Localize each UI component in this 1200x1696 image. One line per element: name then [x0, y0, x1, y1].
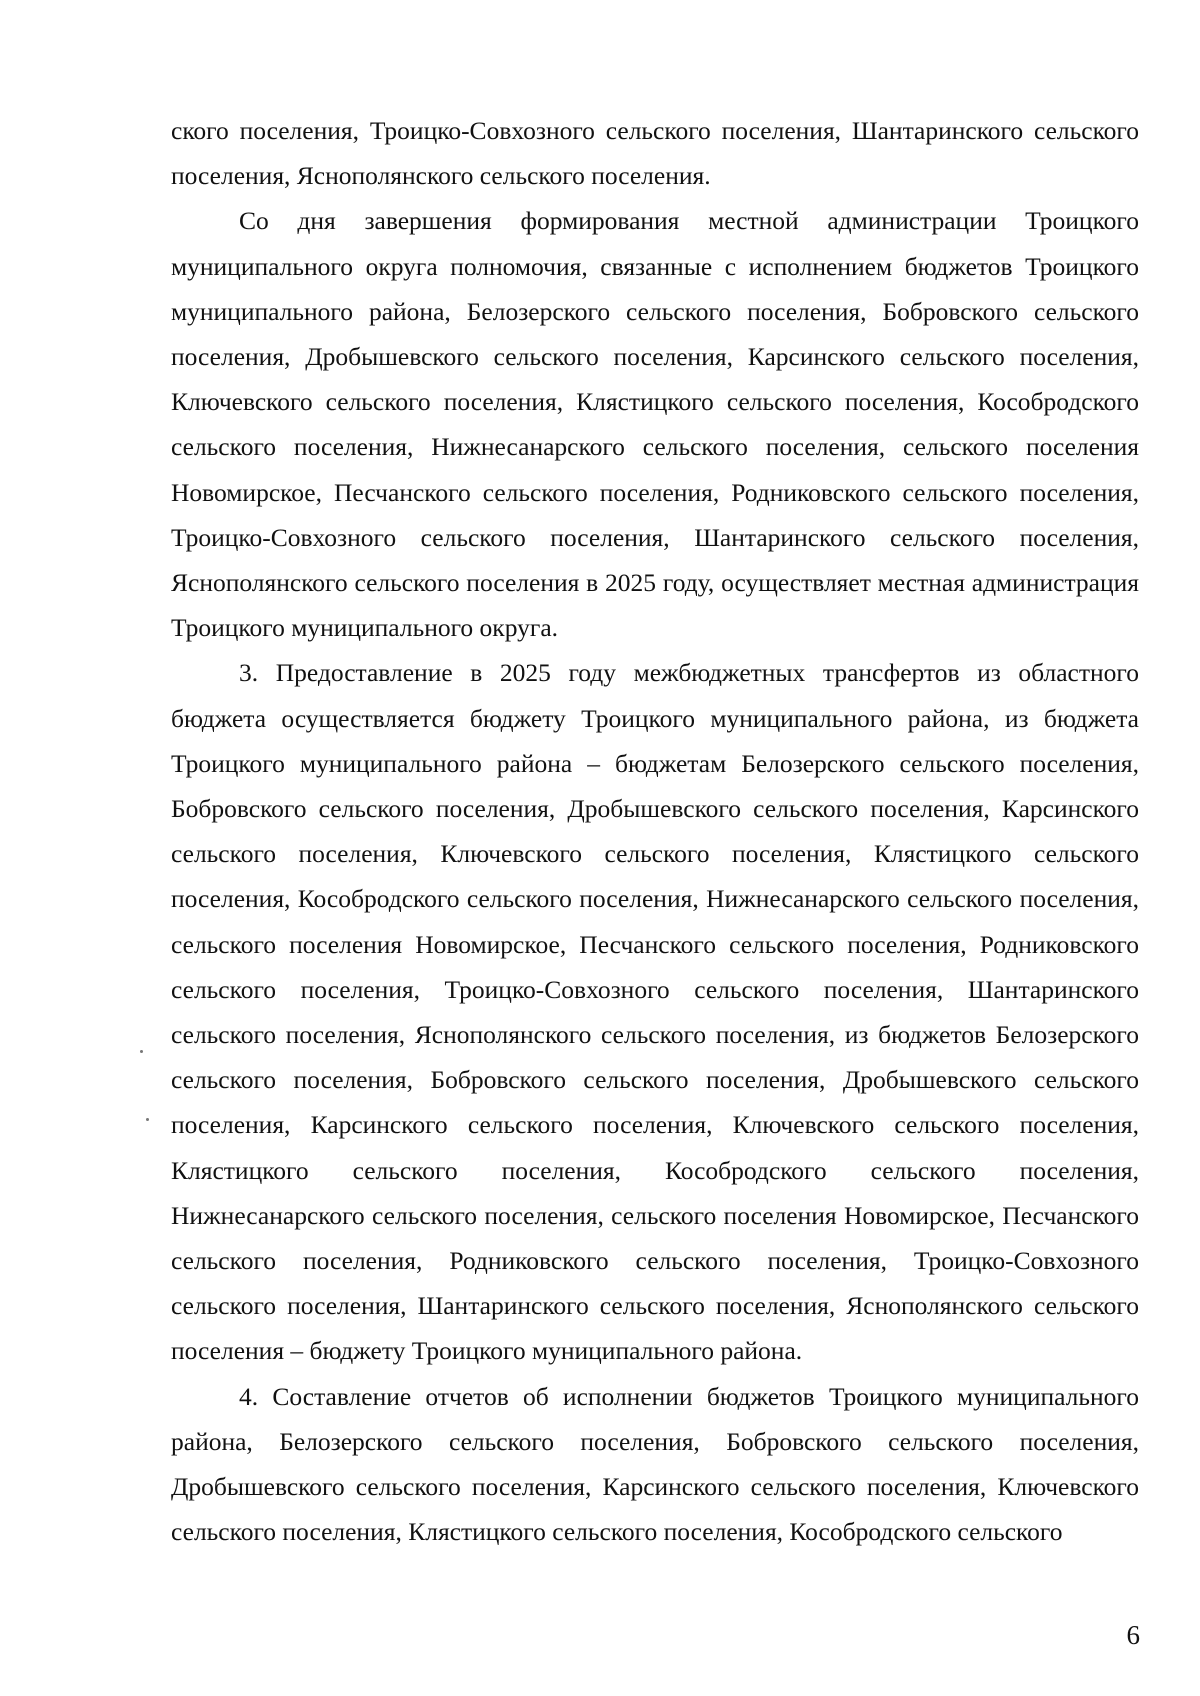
document-body: [171, 108, 1139, 1555]
paragraph-administration-powers: Со дня завершения формирования местной администрации Троицкого муниципального округа полномочия, связанные с исполнением бюджетов Троицкого муниципального района, Белозерского сельского поселения, Бобровского сельского поселения, Дробышевского сельского поселения, Карсинского сельского поселения, Ключевского сельского поселения, Клястицкого сельского поселения, Кособродского сельского поселения, Нижнесанарского сельского поселения, сельского поселения Новомирское, Песчанского сельского поселения, Родниковского сельского поселения, Троицко-Совхозного сельского поселения, Шантаринского сельского поселения, Яснополянского сельского поселения в 2025 году, осуществляет местная администрация Троицкого муниципального округа.: [171, 206, 1139, 643]
paragraph-continuation: ского поселения, Троицко-Совхозного сельского поселения, Шантаринского сельского поселения, Яснополянского сельского поселения.: [171, 116, 1139, 191]
margin-mark: [140, 1050, 143, 1053]
page-number: 6: [1126, 1620, 1140, 1650]
paragraph-item-4-reports: 4. Составление отчетов об исполнении бюджетов Троицкого муниципального района, Белозерского сельского поселения, Бобровского сельского поселения, Дробышевского сельского поселения, Карсинского сельского поселения, Ключевского сельского поселения, Клястицкого сельского поселения, Кособродского сельского: [171, 1381, 1139, 1547]
margin-mark: [146, 1118, 149, 1121]
paragraph-item-3-transfers: 3. Предоставление в 2025 году межбюджетных трансфертов из областного бюджета осуществляется бюджету Троицкого муниципального района, из бюджета Троицкого муниципального района – бюджетам Белозерского сельского поселения, Бобровского сельского поселения, Дробышевского сельского поселения, Карсинского сельского поселения, Ключевского сельского поселения, Клястицкого сельского поселения, Кособродского сельского поселения, Нижнесанарского сельского поселения, сельского поселения Новомирское, Песчанского сельского поселения, Родниковского сельского поселения, Троицко-Совхозного сельского поселения, Шантаринского сельского поселения, Яснополянского сельского поселения, из бюджетов Белозерского сельского поселения, Бобровского сельского поселения, Дробышевского сельского поселения, Карсинского сельского поселения, Ключевского сельского поселения, Клястицкого сельского поселения, Кособродского сельского поселения, Нижнесанарского сельского поселения, сельского поселения Новомирское, Песчанского сельского поселения, Родниковского сельского поселения, Троицко-Совхозного сельского поселения, Шантаринского сельского поселения, Яснополянского сельского поселения – бюджету Троицкого муниципального района.: [171, 658, 1139, 1366]
